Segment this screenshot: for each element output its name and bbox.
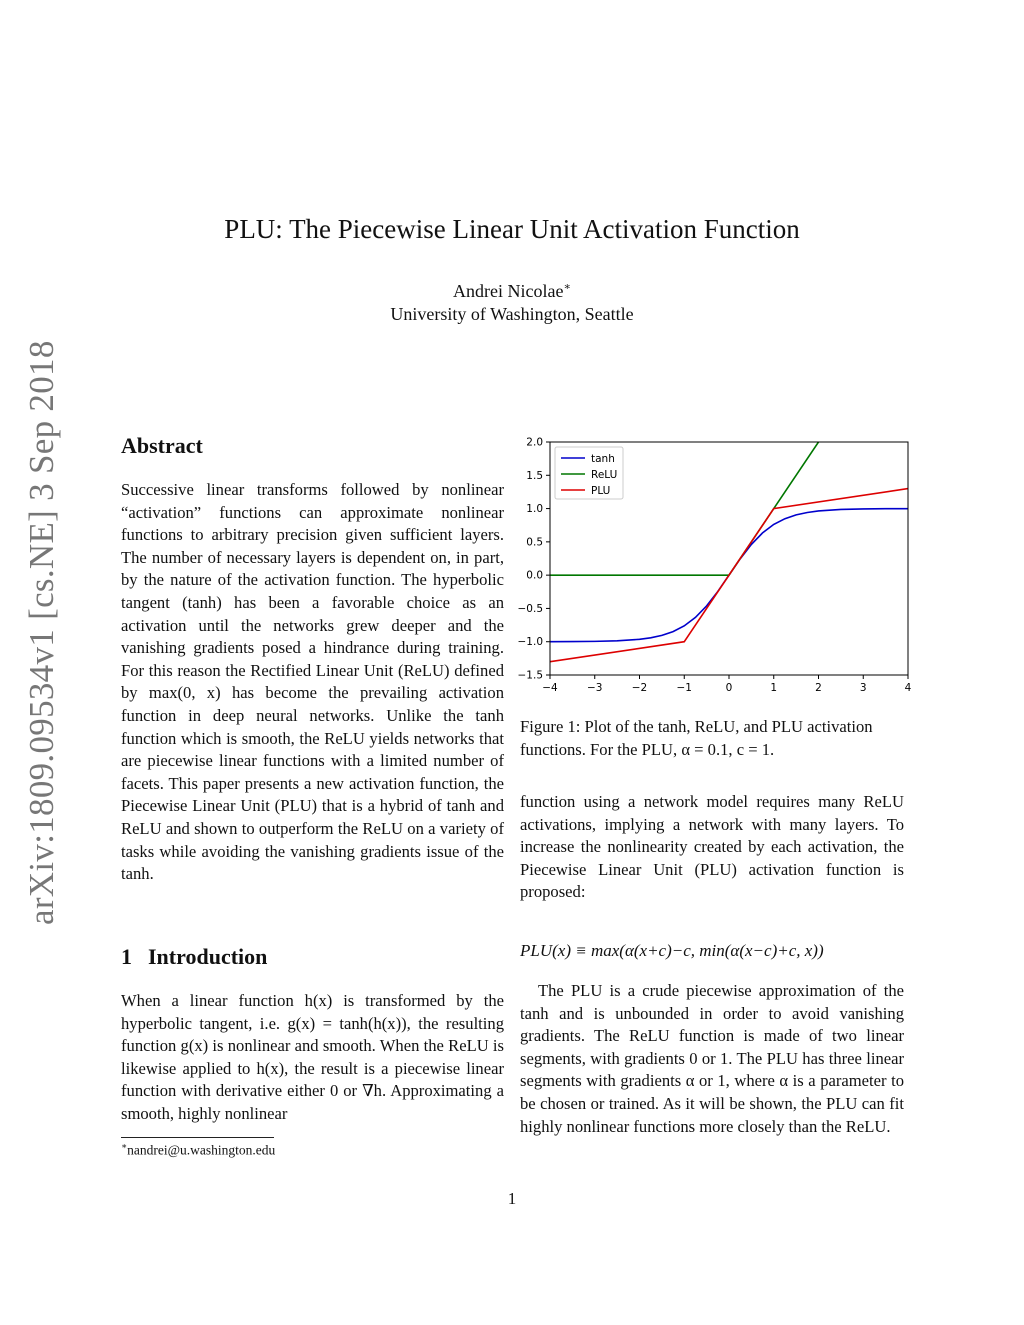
y-tick-label: −1.5 — [517, 669, 543, 682]
x-tick-label: 3 — [859, 682, 867, 694]
x-tick-label: 2 — [815, 682, 822, 694]
legend-label-plu: PLU — [591, 485, 611, 497]
y-tick-label: −1.0 — [517, 636, 543, 649]
author-block — [0, 276, 1024, 326]
y-tick-label: 1.5 — [526, 469, 543, 482]
abstract-text: Successive linear transforms followed by nonlinear “activation” functions can approximate nonlinear functions to arbitrary precision given sufficient layers. The number of necessary layers is dependent on, in part, by the nature of the activation function. The hyperbolic tangent (tanh) has been a favorable choice as an activation until the networks grew deeper and the vanishing gradients posed a hindrance during training. For this reason the Rectified Linear Unit (ReLU) defined by max(0, x) has become the prevailing activation function in deep neural networks. Unlike the tanh function which is smooth, the ReLU yields networks that are piecewise linear functions with a limited number of facets. This paper presents a new activation function, the Piecewise Linear Unit (PLU) that is a hybrid of tanh and ReLU and shown to outperform the ReLU on a variety of tasks while avoiding the vanishing gradients issue of the tanh. — [121, 480, 504, 884]
y-tick-label: 0.0 — [526, 569, 543, 582]
footnote-mark: ∗ — [121, 1141, 128, 1151]
x-tick-label: 4 — [904, 682, 912, 694]
abstract-heading: Abstract — [121, 433, 203, 458]
y-tick-label: 1.0 — [526, 503, 543, 516]
x-tick-label: −1 — [676, 682, 692, 694]
x-tick-label: 0 — [725, 682, 733, 694]
plu-equation: PLU(x) ≡ max(α(x+c)−c, min(α(x−c)+c, x)) — [520, 941, 824, 960]
author-name-line — [0, 276, 1024, 303]
footnote-rule — [121, 1137, 274, 1138]
x-tick-label: −3 — [587, 682, 603, 694]
figure-caption: Figure 1: Plot of the tanh, ReLU, and PLU activation functions. For the PLU, α = 0.1, c = 1. — [520, 717, 873, 759]
x-tick-label: −4 — [542, 682, 558, 694]
author-affiliation: University of Washington, Seattle — [390, 304, 634, 324]
y-tick-label: 2.0 — [526, 436, 543, 449]
footnote-email: nandrei@u.washington.edu — [127, 1142, 276, 1158]
activation-chart — [505, 432, 915, 700]
right-paragraph-2: The PLU is a crude piecewise approximation of the tanh and is unbounded in order to avoid vanishing gradients. The ReLU function is made of two linear segments, with gradients 0 or 1. The PLU has three linear segments with gradients α or 1, where α is a parameter to be chosen or trained. As it will be shown, the PLU can fit highly nonlinear functions more closely than the ReLU. — [520, 981, 904, 1136]
section-number: 1 — [121, 944, 132, 969]
legend-label-tanh: tanh — [591, 453, 615, 465]
introduction-heading — [121, 944, 504, 970]
right-paragraph-1: function using a network model requires many ReLU activations, implying a network with many layers. To increase the nonlinearity created by each activation, the Piecewise Linear Unit (PLU) activation function is proposed: — [520, 792, 904, 902]
y-tick-label: −0.5 — [517, 602, 543, 615]
section-title: Introduction — [148, 944, 268, 969]
footnote — [121, 1141, 275, 1159]
y-tick-label: 0.5 — [526, 536, 543, 549]
legend-label-relu: ReLU — [591, 469, 618, 481]
author-name: Andrei Nicolae — [453, 281, 564, 301]
author-footnote-mark: ∗ — [563, 281, 571, 293]
page-number: 1 — [507, 1189, 517, 1208]
introduction-text: When a linear function h(x) is transformed by the hyperbolic tangent, i.e. g(x) = tanh(h(x)), the resulting function g(x) is nonlinear and smooth. When the ReLU is likewise applied to h(x), the result is a piecewise linear function with derivative either 0 or ∇h. Approximating a smooth, highly nonlinear — [121, 991, 504, 1123]
x-tick-label: 1 — [770, 682, 778, 694]
x-tick-label: −2 — [631, 682, 648, 694]
paper-title: PLU: The Piecewise Linear Unit Activation Function — [224, 214, 800, 244]
chart-legend — [555, 447, 623, 499]
arxiv-identifier: arXiv:1809.09534v1 [cs.NE] 3 Sep 2018 — [22, 340, 61, 925]
